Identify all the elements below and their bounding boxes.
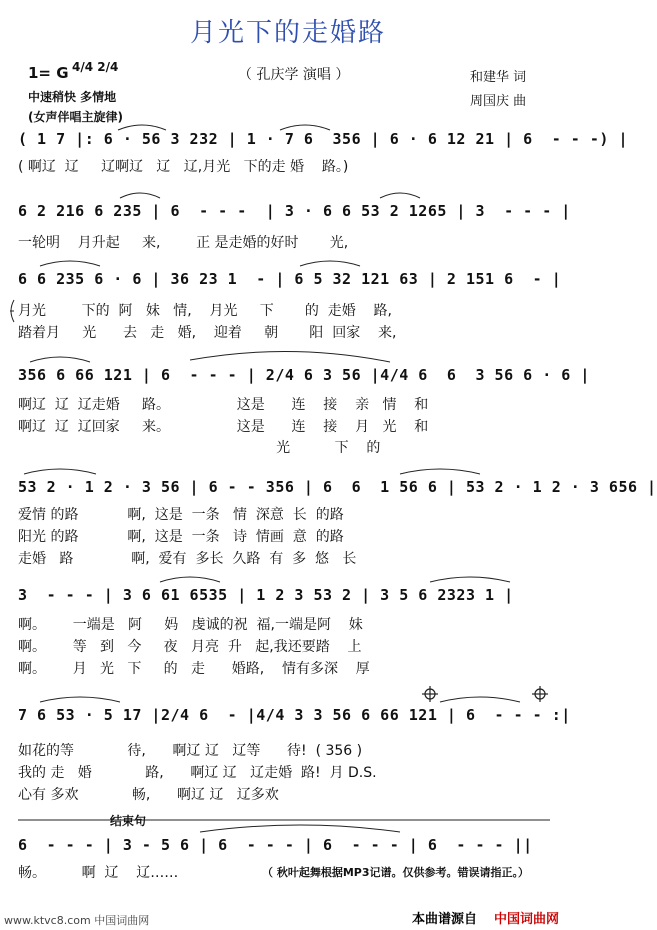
lyric-line-7a: 如花的等 待, 啊辽 辽 辽等 待! ( 356 ) — [18, 743, 363, 759]
lyric-line-4c: 光 下 的 — [18, 440, 381, 456]
source-prefix: 本曲谱源自 — [412, 912, 478, 927]
slur-mark — [40, 261, 100, 266]
notation-line-8: 6 - - - | 3 - 5 6 | 6 - - - | 6 - - - | 6 - - - || — [18, 836, 533, 854]
time-signature: 4/4 2/4 — [72, 60, 119, 74]
page-title: 月光下的走婚路 — [189, 18, 386, 48]
coda-label: 结束句 — [110, 814, 147, 828]
notation-line-5: 53 2 · 1 2 · 3 56 | 6 - - 356 | 6 6 1 56 6 | 53 2 · 1 2 · 3 656 | — [18, 478, 657, 496]
lyric-line-1a: ( 啊辽 辽 辽啊辽 辽 辽,月光 下的走 婚 路。) — [18, 159, 349, 175]
slur-mark — [400, 469, 480, 474]
slur-mark — [190, 351, 390, 362]
notation-line-1: ( 1 7 |: 6 · 56 3 232 | 1 · 7 6 356 | 6 · 6 12 21 | 6 - - -) | — [18, 130, 628, 148]
slur-mark — [40, 697, 120, 702]
notation-line-6: 3 - - - | 3 6 61 6535 | 1 2 3 53 2 | 3 5 6 2323 1 | — [18, 586, 514, 604]
lyric-line-5a: 爱情 的路 啊, 这是 一条 情 深意 长 的路 — [18, 507, 344, 523]
lyric-line-6a: 啊。 一端是 阿 妈 虔诚的祝 福,一端是阿 妹 — [18, 617, 363, 633]
lyric-line-2a: 一轮明 月升起 来, 正 是走婚的好时 光, — [18, 235, 349, 251]
slur-mark — [30, 357, 90, 362]
notation-line-4: 356 6 66 121 | 6 - - - | 2/4 6 3 56 |4/4 6 6 3 56 6 · 6 | — [18, 366, 590, 384]
notation-line-2: 6 2 216 6 235 | 6 - - - | 3 · 6 6 53 2 1265 | 3 - - - | — [18, 202, 571, 220]
performance-note: (女声伴唱主旋律) — [28, 110, 123, 124]
slur-mark — [24, 469, 96, 474]
lyric-line-6c: 啊。 月 光 下 的 走 婚路, 情有多深 厚 — [18, 661, 370, 677]
verse-brace — [10, 300, 14, 322]
lyric-line-4b: 啊辽 辽 辽回家 来。 这是 连 接 月 光 和 — [18, 419, 429, 435]
singer-credit: （ 孔庆学 演唱 ） — [238, 67, 350, 83]
slur-mark — [160, 577, 220, 582]
slur-mark — [200, 825, 400, 832]
slur-mark — [300, 261, 360, 266]
slur-mark — [430, 577, 510, 582]
lyric-line-4a: 啊辽 辽 辽走婚 路。 这是 连 接 亲 情 和 — [18, 397, 429, 413]
transcription-footnote: （ 秋叶起舞根据MP3记谱。仅供参考。错误请指正。） — [262, 866, 529, 879]
slur-mark — [380, 193, 420, 198]
lyric-line-5b: 阳光 的路 啊, 这是 一条 诗 情画 意 的路 — [18, 529, 344, 545]
lyric-line-3b: 踏着月 光 去 走 婚, 迎着 朝 阳 回家 来, — [18, 325, 397, 341]
notation-line-7: 7 6 53 · 5 17 |2/4 6 - |4/4 3 3 56 6 66 121 | 6 - - - :| — [18, 706, 571, 724]
lyricist-credit: 和建华 词 — [470, 70, 527, 85]
lyric-line-6b: 啊。 等 到 今 夜 月亮 升 起,我还要踏 上 — [18, 639, 362, 655]
slur-mark — [440, 697, 520, 702]
lyric-line-7c: 心有 多欢 畅, 啊辽 辽 辽多欢 — [18, 787, 279, 803]
source-url: www.ktvc8.com 中国词曲网 — [4, 914, 150, 927]
composer-credit: 周国庆 曲 — [470, 94, 527, 109]
tempo-marking: 中速稍快 多情地 — [28, 90, 117, 104]
lyric-line-8a: 畅。 啊 辽 辽…… — [18, 865, 179, 881]
lyric-line-7b: 我的 走 婚 路, 啊辽 辽 辽走婚 路! 月 D.S. — [18, 765, 377, 781]
notation-line-3: 6 6 235 6 · 6 | 36 23 1 - | 6 5 32 121 63 | 2 151 6 - | — [18, 270, 562, 288]
lyric-line-3a: 月光 下的 阿 妹 情, 月光 下 的 走婚 路, — [18, 303, 393, 319]
lyric-line-5c: 走婚 路 啊, 爱有 多长 久路 有 多 悠 长 — [18, 551, 357, 567]
slur-mark — [280, 125, 330, 130]
source-site: 中国词曲网 — [494, 912, 560, 927]
key-signature: 1= G — [28, 64, 69, 82]
slur-mark — [118, 125, 166, 130]
slur-mark — [120, 193, 160, 198]
